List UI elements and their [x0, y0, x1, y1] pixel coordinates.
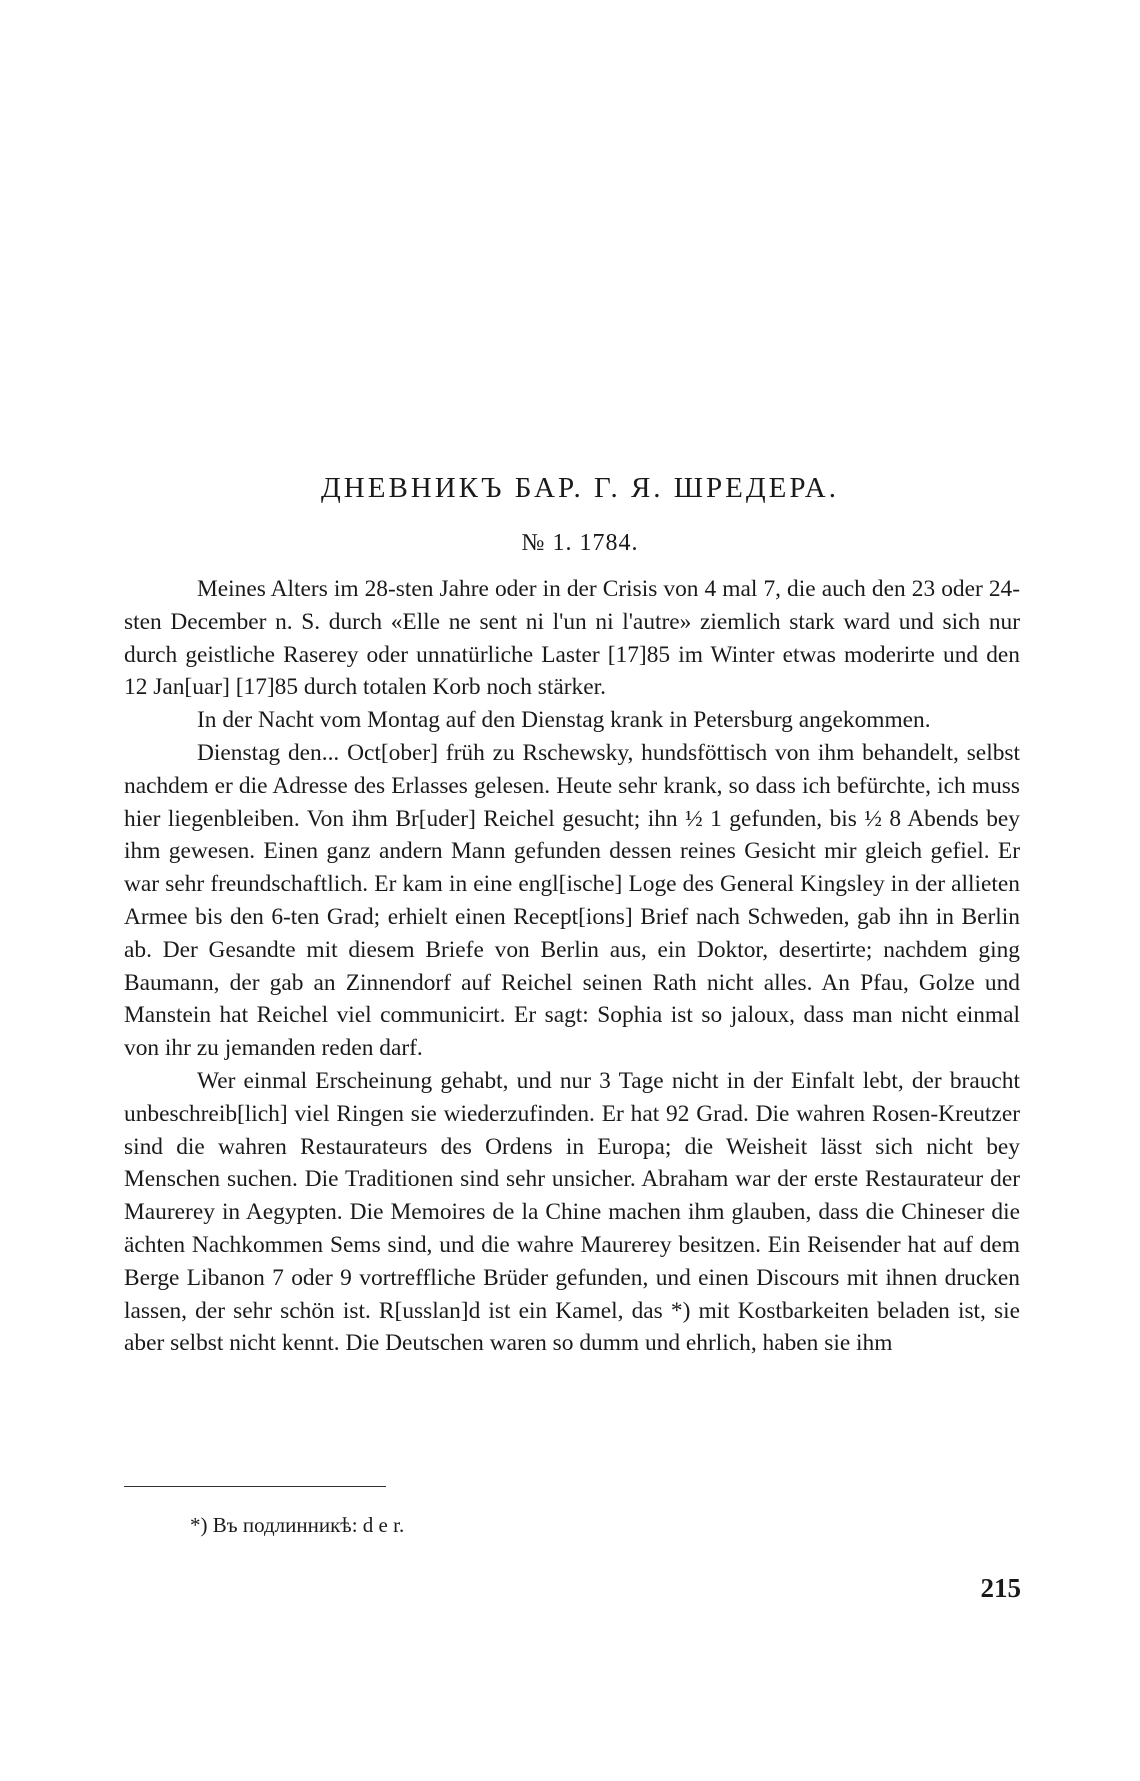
page-title: ДНЕВНИКЪ БАР. Г. Я. ШРЕДЕРА. [321, 472, 839, 504]
paragraph-4: Wer einmal Erscheinung gehabt, und nur 3 Tage nicht in der Einfalt lebt, der braucht unbeschreib[lich] viel Ringen sie wiederzufinden. Er hat 92 Grad. Die wahren Rosen-Kreutzer sind die wahren Restaurateurs des Ordens in Europa; die Weisheit lässt sich nicht bey Menschen suchen. Die Traditionen sind sehr unsicher. Abraham war der erste Restaurateur der Maurerey in Aegypten. Die Memoires de la Chine machen ihm glauben, dass die Chineser die ächten Nachkommen Sems sind, und die wahre Maurerey besitzen. Ein Reisender hat auf dem Berge Libanon 7 oder 9 vortreffliche Brüder gefunden, und einen Discours mit ihnen drucken lassen, der sehr schön ist. R[usslan]d ist ein Kamel, das *) mit Kostbarkeiten beladen ist, sie aber selbst nicht kennt. Die Deutschen waren so dumm und ehrlich, haben sie ihm [124, 1067, 1020, 1357]
paragraph-2: In der Nacht vom Montag auf den Dienstag krank in Petersburg angekommen. [197, 707, 931, 734]
footnote: *) Въ подлинникѣ: d e r. [190, 1513, 405, 1537]
paragraph-3: Dienstag den... Oct[ober] früh zu Rschewsky, hundsföttisch von ihm behandelt, selbst nachdem er die Adresse des Erlasses gelesen. Heute sehr krank, so dass ich befürchte, ich muss hier liegenbleiben. Von ihm Br[uder] Reichel gesucht; ihn ½ 1 gefunden, bis ½ 8 Abends bey ihm gewesen. Einen ganz andern Mann gefunden dessen reines Gesicht mir gleich gefiel. Er war sehr freundschaftlich. Er kam in eine engl[ische] Loge des General Kingsley in der allieten Armee bis den 6-ten Grad; erhielt einen Recept[ions] Brief nach Schweden, gab ihn in Berlin ab. Der Gesandte mit diesem Briefe von Berlin aus, ein Doktor, desertirte; nachdem ging Baumann, der gab an Zinnendorf auf Reichel seinen Rath nicht alles. An Pfau, Golze und Manstein hat Reichel viel communicirt. Er sagt: Sophia ist so jaloux, dass man nicht einmal von ihr zu jemanden reden darf. [124, 739, 1020, 1062]
page-number: 215 [980, 1573, 1021, 1603]
body-text [124, 573, 1020, 1360]
paragraph-1: Meines Alters im 28-sten Jahre oder in der Crisis von 4 mal 7, die auch den 23 oder 24-sten December n. S. durch «Elle ne sent ni l'un ni l'autre» ziemlich stark ward und sich nur durch geistliche Raserey oder unnatürliche Laster [17]85 im Winter etwas moderirte und den 12 Jan[uar] [17]85 durch totalen Korb noch stärker. [124, 576, 1020, 701]
entry-number: № 1. 1784. [521, 530, 639, 556]
footnote-divider [124, 1486, 386, 1487]
